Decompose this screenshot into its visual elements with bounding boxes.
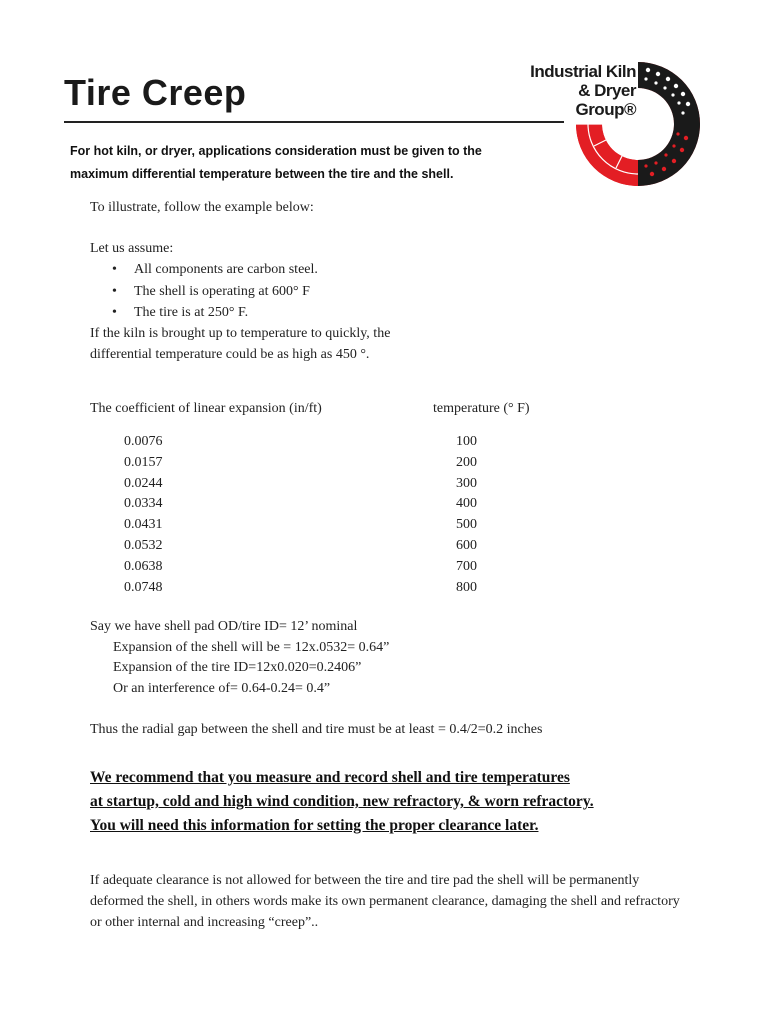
bullet-item: • All components are carbon steel. <box>112 262 318 277</box>
assume-text: Let us assume: <box>90 241 174 256</box>
table-cell-coefficient: 0.0532 <box>124 538 163 553</box>
recommend-line-2: at startup, cold and high wind condition, new refractory, & worn refractory. <box>90 793 594 810</box>
table-cell-temperature: 800 <box>456 580 477 595</box>
table-cell-coefficient: 0.0334 <box>124 496 163 511</box>
kiln-text-2: differential temperature could be as high as 450 °. <box>90 347 370 362</box>
recommend-line-1: We recommend that you measure and record shell and tire temperatures <box>90 769 570 786</box>
calc-shell: Expansion of the shell will be = 12x.0532= 0.64” <box>113 640 390 655</box>
title-divider <box>64 121 564 123</box>
logo-text <box>526 62 636 119</box>
radial-gap-text: Thus the radial gap between the shell and tire must be at least = 0.4/2=0.2 inches <box>90 722 543 737</box>
logo-line-2: & Dryer Group® <box>575 81 636 119</box>
table-header-temperature: temperature (° F) <box>433 401 530 416</box>
table-cell-coefficient: 0.0157 <box>124 455 163 470</box>
logo-line-1: Industrial Kiln <box>530 62 636 81</box>
table-cell-coefficient: 0.0431 <box>124 517 163 532</box>
intro-text <box>70 140 540 186</box>
table-cell-coefficient: 0.0748 <box>124 580 163 595</box>
bullet-item: • The shell is operating at 600° F <box>112 284 310 299</box>
table-cell-temperature: 400 <box>456 496 477 511</box>
intro-line-1: For hot kiln, or dryer, applications consideration must be given to the <box>70 144 482 158</box>
calc-say: Say we have shell pad OD/tire ID= 12’ nominal <box>90 619 358 634</box>
recommend-line-3: You will need this information for setting the proper clearance later. <box>90 817 539 834</box>
table-cell-temperature: 600 <box>456 538 477 553</box>
table-cell-temperature: 100 <box>456 434 477 449</box>
illustrate-text: To illustrate, follow the example below: <box>90 200 314 215</box>
bullet-item: • The tire is at 250° F. <box>112 305 249 320</box>
table-cell-coefficient: 0.0076 <box>124 434 163 449</box>
table-header-coefficient: The coefficient of linear expansion (in/ft) <box>90 401 322 416</box>
intro-line-2: maximum differential temperature between the tire and the shell. <box>70 167 454 181</box>
kiln-text-1: If the kiln is brought up to temperature to quickly, the <box>90 326 391 341</box>
table-cell-coefficient: 0.0244 <box>124 476 163 491</box>
closing-paragraph: If adequate clearance is not allowed for between the tire and tire pad the shell will be permanently deformed the shell, in others words make its own permanent clearance, damaging the shell and refractory or other internal and increasing “creep”.. <box>90 873 680 930</box>
recommendation-block <box>90 766 594 838</box>
table-cell-temperature: 700 <box>456 559 477 574</box>
page-title: Tire Creep <box>64 72 247 113</box>
table-cell-temperature: 500 <box>456 517 477 532</box>
calc-tire: Expansion of the tire ID=12x0.020=0.2406” <box>113 660 362 675</box>
table-cell-temperature: 200 <box>456 455 477 470</box>
calc-interference: Or an interference of= 0.64-0.24= 0.4” <box>113 681 331 696</box>
table-cell-coefficient: 0.0638 <box>124 559 163 574</box>
table-cell-temperature: 300 <box>456 476 477 491</box>
